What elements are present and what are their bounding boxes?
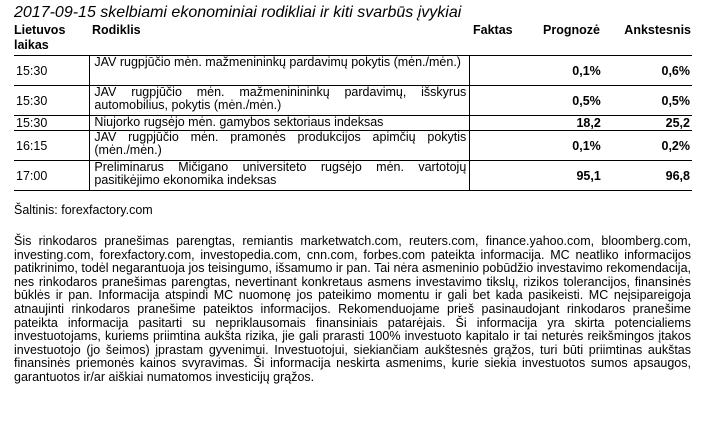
disclaimer-text: Šis rinkodaros pranešimas parengtas, remiantis marketwatch.com, reuters.com, finance.yahoo.com, bloomberg.com, investing.com, forexfactory.com, investopedia.com, cnn.com, forbes.com pateikta informacija. MC neatliko informacijos patikrinimo, todėl negarantuoja jos teisingumo, išsamumo ir pan. Tai nėra asmeninio pobūdžio investavimo rekomendacija, nes rinkodaros pranešimas parengtas, nevertinant konkretaus asmens investavimo tikslų, rizikos tolerancijos, finansinės būklės ir pan. Informacija atspindi MC nuomonę jos pateikimo momentu ir gali bet kada pasikeisti. MC neįsipareigoja atnaujinti rinkodaros pranešime pateiktos informacijos. Rekomenduojame prieš pasinaudojant rinkodaros pranešime pateikta informacija pasitarti su nepriklausomais finansiniais patarėjais. Ši informacija yra skirta potencialiems investuotojams, kuriems priimtina aukšta rizika, jie gali prarasti 100% investuoto kapitalo ir tai neturės reikšmingos įtakos investuotojo (jo šeimos) įprastam gyvenimui. Investuotojui, siekiančiam aukštesnės grąžos, turi būti priimtinas aukštas finansinės priemonės kainos svyravimas. Ši informacija neskirta asmenims, kurie siekia investuotos sumos apsaugos, garantuotos ir/ar aiškiai numatomos investicijų grąžos.	[14, 234, 691, 384]
row-fact	[470, 131, 532, 161]
row-forecast: 0,1%	[531, 131, 604, 161]
row-forecast: 0,5%	[531, 86, 604, 116]
header-fact: Faktas	[473, 23, 513, 37]
row-forecast: 18,2	[531, 116, 604, 131]
table-row	[14, 86, 692, 116]
header-previous: Ankstesnis	[624, 23, 691, 37]
row-previous: 0,5%	[605, 86, 692, 116]
row-fact	[470, 161, 532, 191]
row-previous: 25,2	[605, 116, 692, 131]
row-fact	[470, 116, 532, 131]
page-title: 2017-09-15 skelbiami ekonominiai rodikliai ir kiti svarbūs įvykiai	[14, 4, 462, 21]
row-indicator: Niujorko rugsėjo mėn. gamybos sektoriaus indeksas	[90, 116, 470, 131]
row-forecast: 95,1	[531, 161, 604, 191]
row-indicator: Preliminarus Mičigano universiteto rugsėjo mėn. vartotojų pasitikėjimo ekonomika indeksas	[90, 161, 470, 191]
row-indicator: JAV rugpjūčio mėn. pramonės produkcijos apimčių pokytis (mėn./mėn.)	[90, 131, 470, 161]
row-indicator: JAV rugpjūčio mėn. mažmenininkų pardavimų pokytis (mėn./mėn.)	[90, 56, 470, 86]
row-time: 15:30	[14, 56, 90, 86]
row-indicator: JAV rugpjūčio mėn. mažmeninininkų pardavimų, išskyrus automobilius, pokytis (mėn./mėn.)	[90, 86, 470, 116]
header-time: Lietuvos laikas	[14, 23, 66, 52]
header-forecast: Prognozė	[543, 23, 600, 37]
table-row	[14, 56, 692, 86]
events-table	[14, 55, 692, 191]
row-time: 15:30	[14, 116, 90, 131]
header-indicator: Rodiklis	[92, 23, 141, 37]
row-previous: 96,8	[605, 161, 692, 191]
table-row	[14, 161, 692, 191]
row-time: 16:15	[14, 131, 90, 161]
row-previous: 0,6%	[605, 56, 692, 86]
source-note: Šaltinis: forexfactory.com	[14, 203, 153, 217]
table-row	[14, 131, 692, 161]
row-previous: 0,2%	[605, 131, 692, 161]
row-fact	[470, 86, 532, 116]
row-time: 15:30	[14, 86, 90, 116]
row-forecast: 0,1%	[531, 56, 604, 86]
row-time: 17:00	[14, 161, 90, 191]
row-fact	[470, 56, 532, 86]
table-row	[14, 116, 692, 131]
